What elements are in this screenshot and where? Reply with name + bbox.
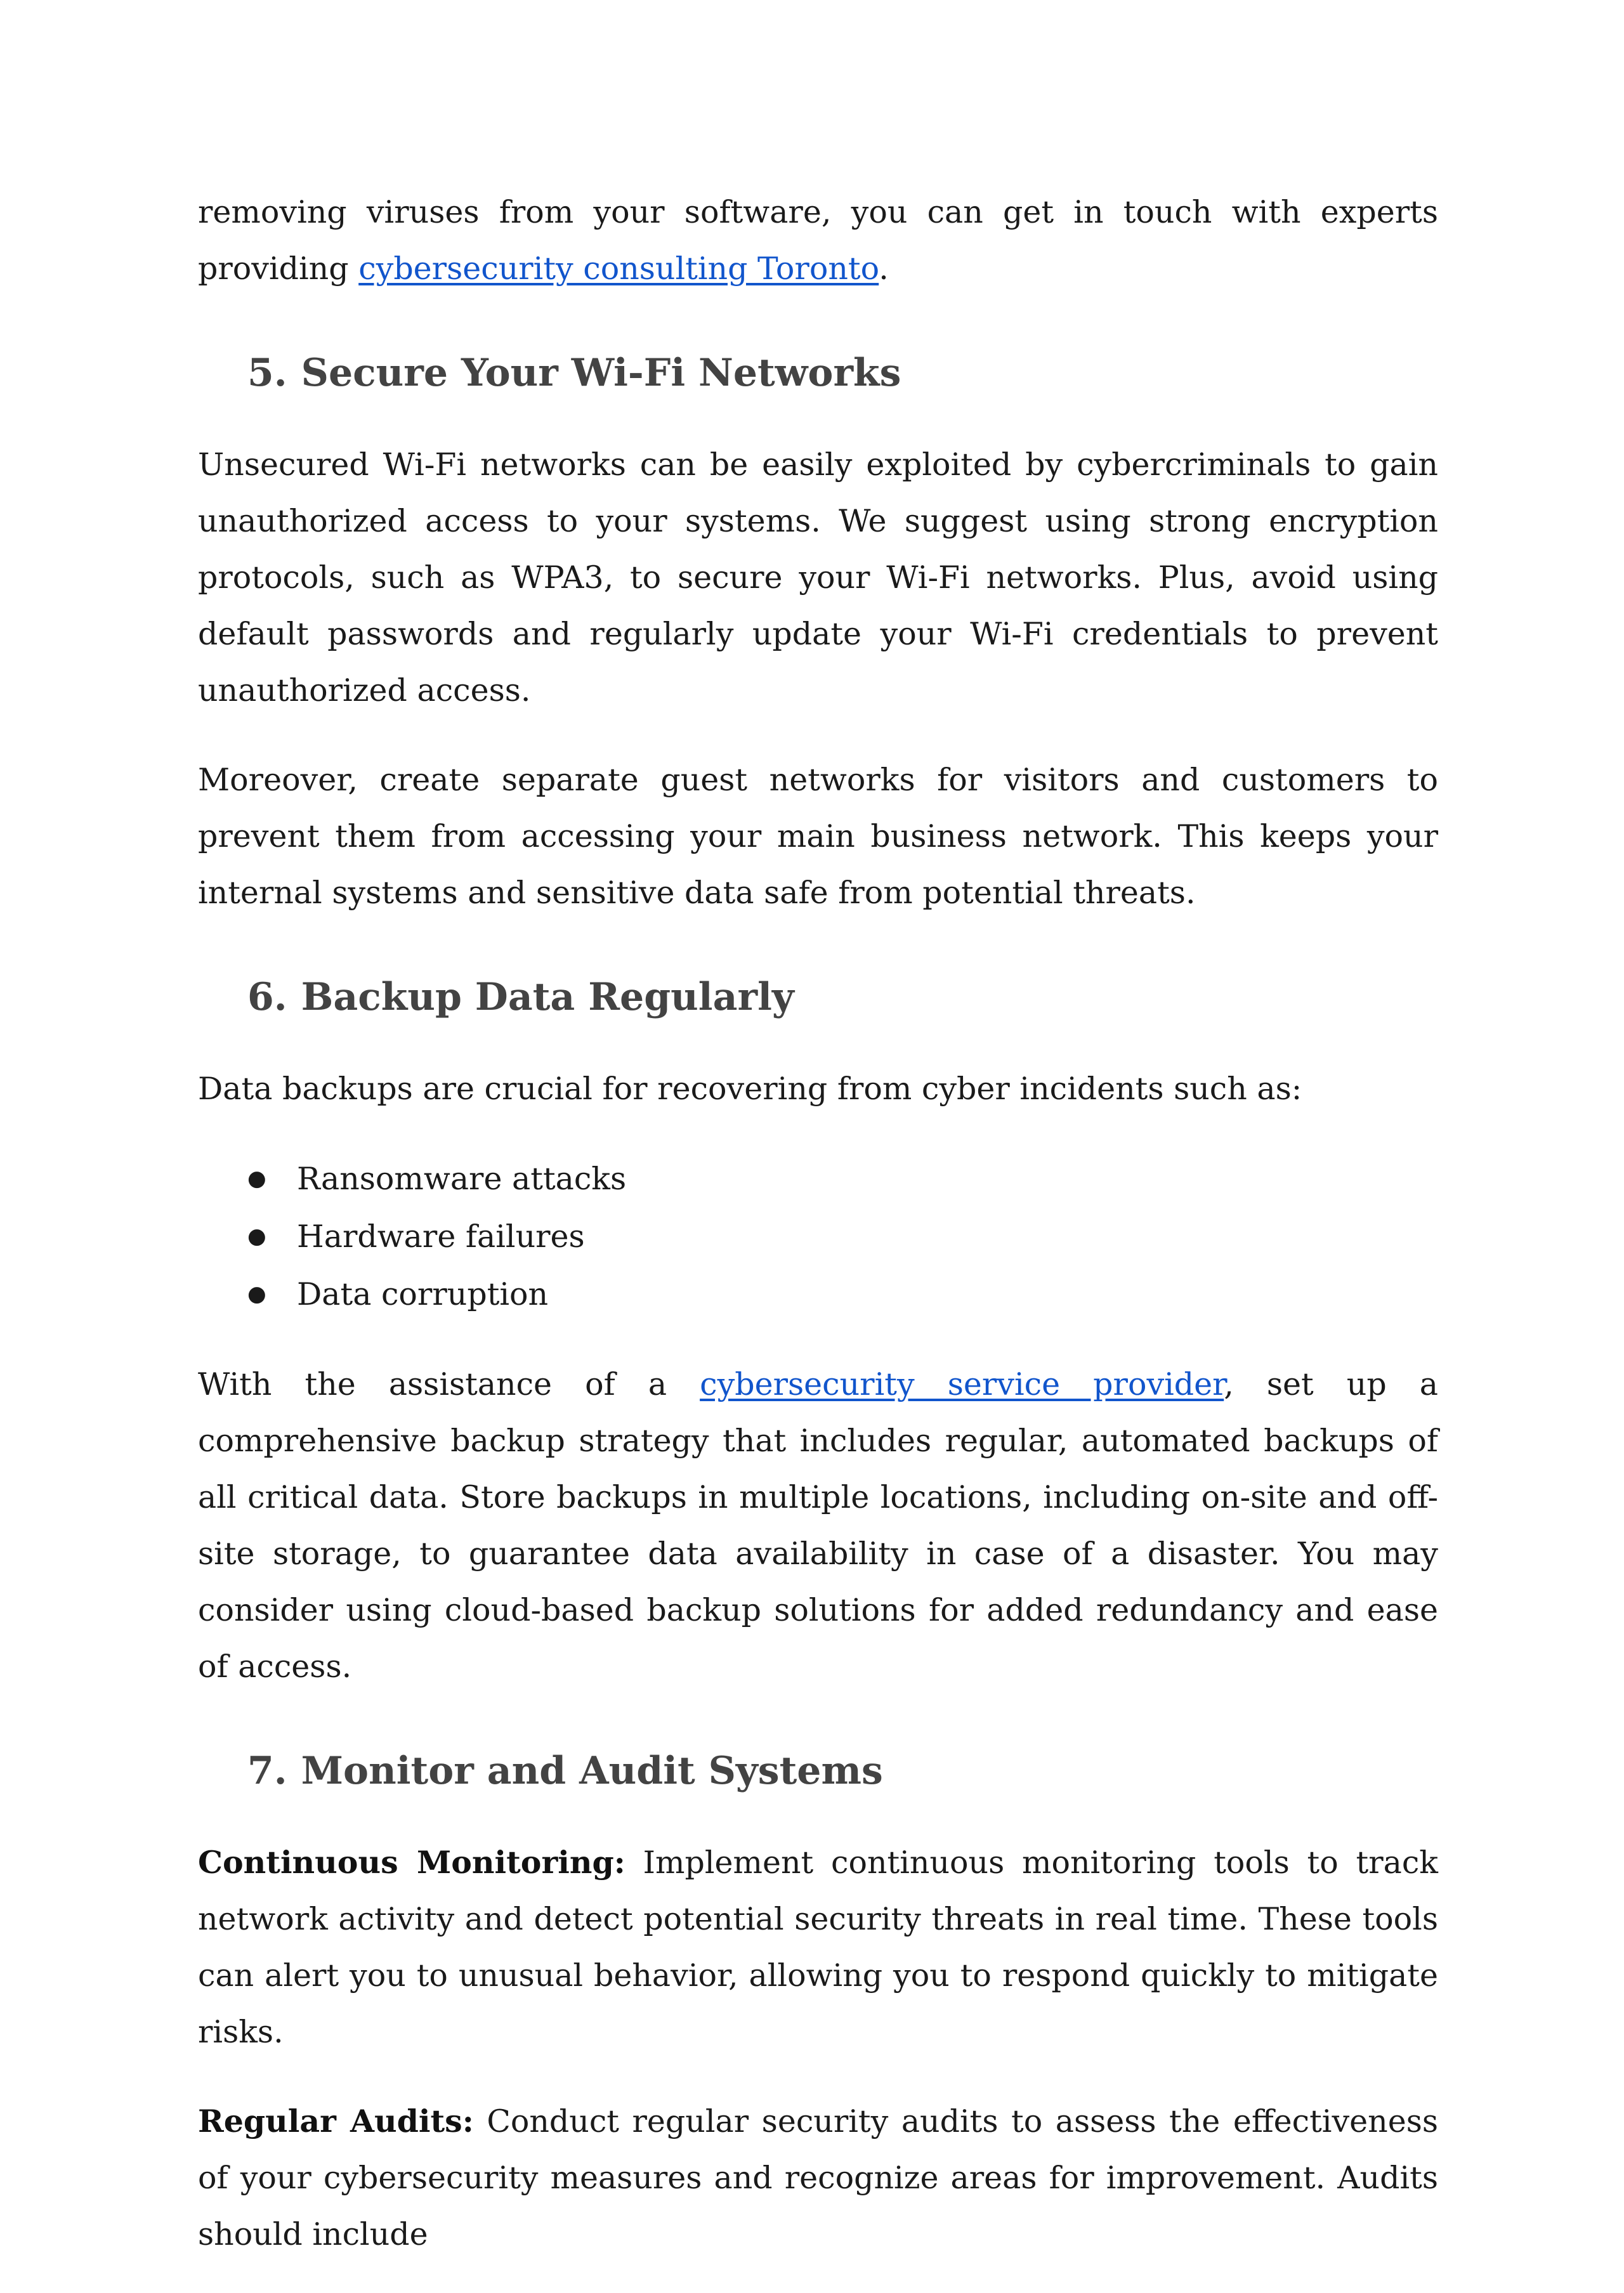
intro-text-end: . xyxy=(879,251,889,287)
regular-audits-label: Regular Audits: xyxy=(198,2103,474,2139)
section-7-number: 7. xyxy=(247,1749,287,1793)
section-6-intro: Data backups are crucial for recovering from cyber incidents such as: xyxy=(198,1071,1302,1107)
section-5-number: 5. xyxy=(247,351,287,395)
intro-paragraph xyxy=(198,184,1438,297)
bullet-icon: ● xyxy=(247,1281,266,1307)
section-6-text: With the assistance of a xyxy=(198,1366,700,1402)
section-7-title: Monitor and Audit Systems xyxy=(301,1749,883,1793)
bullet-icon: ● xyxy=(247,1166,266,1191)
regular-audits-paragraph xyxy=(198,2093,1438,2263)
section-5-title: Secure Your Wi-Fi Networks xyxy=(301,351,901,395)
list-item-text: Hardware failures xyxy=(297,1218,585,1255)
list-item-text: Data corruption xyxy=(297,1276,549,1312)
section-5-paragraph-2: Moreover, create separate guest networks for visitors and customers to prevent them from accessing your main business network. This keeps your internal systems and sensitive data safe from potential threats. xyxy=(198,762,1438,911)
cybersecurity-consulting-link[interactable]: cybersecurity consulting Toronto xyxy=(358,251,879,287)
list-item xyxy=(198,1150,1438,1208)
continuous-monitoring-text: Implement continuous monitoring tools to track network activity and detect potential security threats in real time. These tools can alert you to unusual behavior, allowing you to respond quickly to mitigate risks. xyxy=(198,1845,1438,2050)
section-6-number: 6. xyxy=(247,975,287,1019)
backup-incidents-list xyxy=(198,1150,1438,1323)
intro-text: removing viruses from your software, you can get in touch with experts providing xyxy=(198,194,1438,287)
continuous-monitoring-label: Continuous Monitoring: xyxy=(198,1844,625,1881)
list-item xyxy=(198,1208,1438,1265)
section-5-heading xyxy=(198,348,1438,398)
section-7-heading xyxy=(198,1746,1438,1796)
continuous-monitoring-paragraph xyxy=(198,1834,1438,2060)
regular-audits-text: Conduct regular security audits to assess the effectiveness of your cybersecurity measures and recognize areas for improvement. Audits should include xyxy=(198,2103,1438,2252)
section-6-title: Backup Data Regularly xyxy=(301,975,794,1019)
cybersecurity-service-provider-link[interactable]: cybersecurity service provider xyxy=(700,1366,1224,1402)
section-6-paragraph xyxy=(198,1356,1438,1695)
list-item xyxy=(198,1265,1438,1323)
section-5-paragraph-1: Unsecured Wi-Fi networks can be easily exploited by cybercriminals to gain unauthorized access to your systems. We suggest using strong encryption protocols, such as WPA3, to secure your Wi-Fi networks. Plus, avoid using default passwords and regularly update your Wi-Fi credentials to prevent unauthorized access. xyxy=(198,447,1438,709)
bullet-icon: ● xyxy=(247,1224,266,1249)
section-6-heading xyxy=(198,972,1438,1022)
section-6-text-end: , set up a comprehensive backup strategy that includes regular, automated backups of all critical data. Store backups in multiple locations, including on-site and off-site storage, to guarantee data availability in case of a disaster. You may consider using cloud-based backup solutions for added redundancy and ease of access. xyxy=(198,1366,1438,1685)
document-page xyxy=(198,184,1438,2263)
list-item-text: Ransomware attacks xyxy=(297,1161,627,1197)
